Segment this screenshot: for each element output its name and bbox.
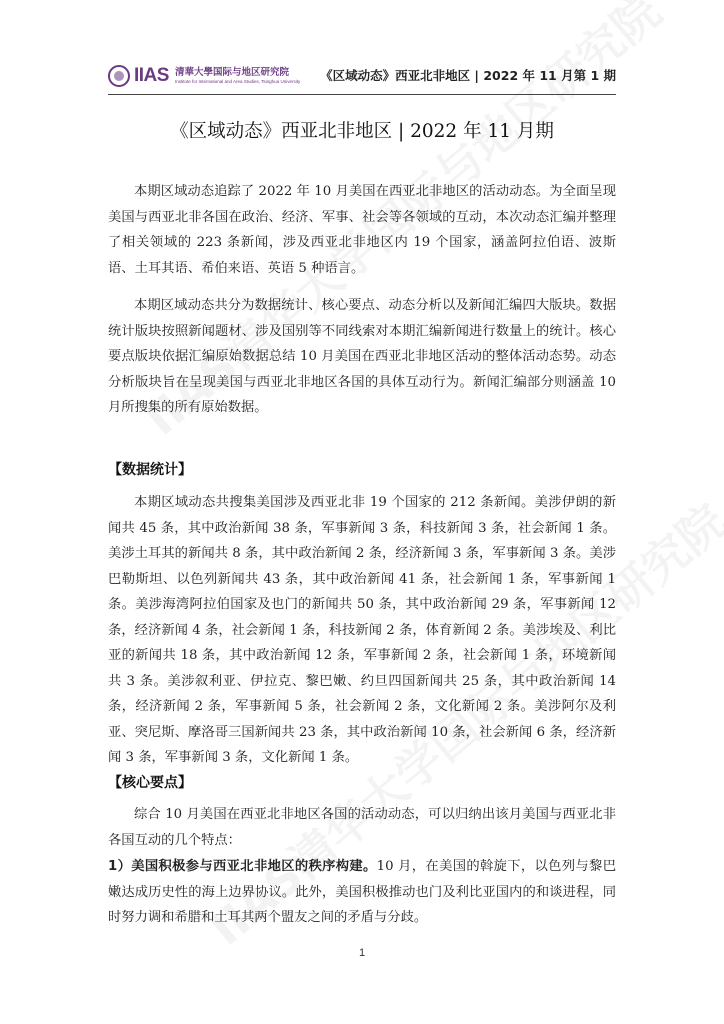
university-seal-icon [108,65,130,87]
section-heading-key-points: 【核心要点】 [108,775,192,791]
intro-paragraph-1: 本期区域动态追踪了 2022 年 10 月美国在西亚北非地区的活动动态。为全面呈现美国与西亚北非各国在政治、经济、军事、社会等各领域的互动，本次动态汇编并整理了相关领域的 223 条新闻，涉及西亚北非地区内 19 个国家，涵盖阿拉伯语、波斯语、土耳其语、希伯来语、英语 5 种语言。 [108,184,616,276]
key-point-1-text: 10 月，在美国的斡旋下，以色列与黎巴嫩达成历史性的海上边界协议。此外，美国积极推动也门及利比亚国内的和谈进程，同时努力调和希腊和土耳其两个盟友之间的矛盾与分歧。 [108,859,616,925]
page-number: 1 [358,947,366,959]
key-points-intro: 综合 10 月美国在西亚北非地区各国的活动动态，可以归纳出该月美国与西亚北非各国互动的几个特点： [108,807,616,848]
stats-paragraph: 本期区域动态共搜集美国涉及西亚北非 19 个国家的 212 条新闻。美涉伊朗的新闻共 45 条，其中政治新闻 38 条，军事新闻 3 条，科技新闻 3 条，社会新闻 1 条。美涉土耳其的新闻共 8 条，其中政治新闻 2 条，经济新闻 3 条，军事新闻 3 条。美涉巴勒斯坦、以色列新闻共 43 条，其中政治新闻 41 条，社会新闻 1 条，军事新闻 1 条。美涉海湾阿拉伯国家及也门的新闻共 50 条，其中政治新闻 29 条，军事新闻 12 条，经济新闻 4 条，社会新闻 1 条，科技新闻 2 条，体育新闻 2 条。美涉埃及、利比亚的新闻共 18 条，其中政治新闻 12 条，军事新闻 2 条，社会新闻 1 条，环境新闻共 3 条。美涉叙利亚、伊拉克、黎巴嫩、约旦四国新闻共 25 条，其中政治新闻 14 条，经济新闻 2 条，军事新闻 5 条，社会新闻 2 条，文化新闻 2 条。美涉阿尔及利亚、突尼斯、摩洛哥三国新闻共 23 条，其中政治新闻 10 条，社会新闻 6 条，经济新闻 3 条，军事新闻 3 条，文化新闻 1 条。 [108,495,616,765]
section-heading-stats: 【数据统计】 [108,462,192,478]
logo-mark: IIAS [134,65,169,86]
key-point-1 [108,854,616,931]
logo-chinese-name: 清華大學国际与地区研究院 [174,67,289,78]
intro-paragraph-2: 本期区域动态共分为数据统计、核心要点、动态分析以及新闻汇编四大版块。数据统计版块按照新闻题材、涉及国别等不同线索对本期汇编新闻进行数量上的统计。核心要点版块依据汇编原始数据总结 10 月美国在西亚北非地区活动的整体活动态势。动态分析版块旨在呈现美国与西亚北非地区各国的具体互动行为。新闻汇编部分则涵盖 10 月所搜集的所有原始数据。 [108,298,616,415]
institute-logo [108,62,300,90]
logo-english-name: Institute for International and Area Studies, Tsinghua University [174,79,301,84]
page-header [108,56,616,95]
document-title: 《区域动态》西亚北非地区 | 2022 年 11 月期 [170,121,554,142]
header-title: 《区域动态》西亚北非地区 | 2022 年 11 月第 1 期 [320,68,616,83]
key-point-1-title: 1）美国积极参与西亚北非地区的秩序构建。 [108,859,377,874]
